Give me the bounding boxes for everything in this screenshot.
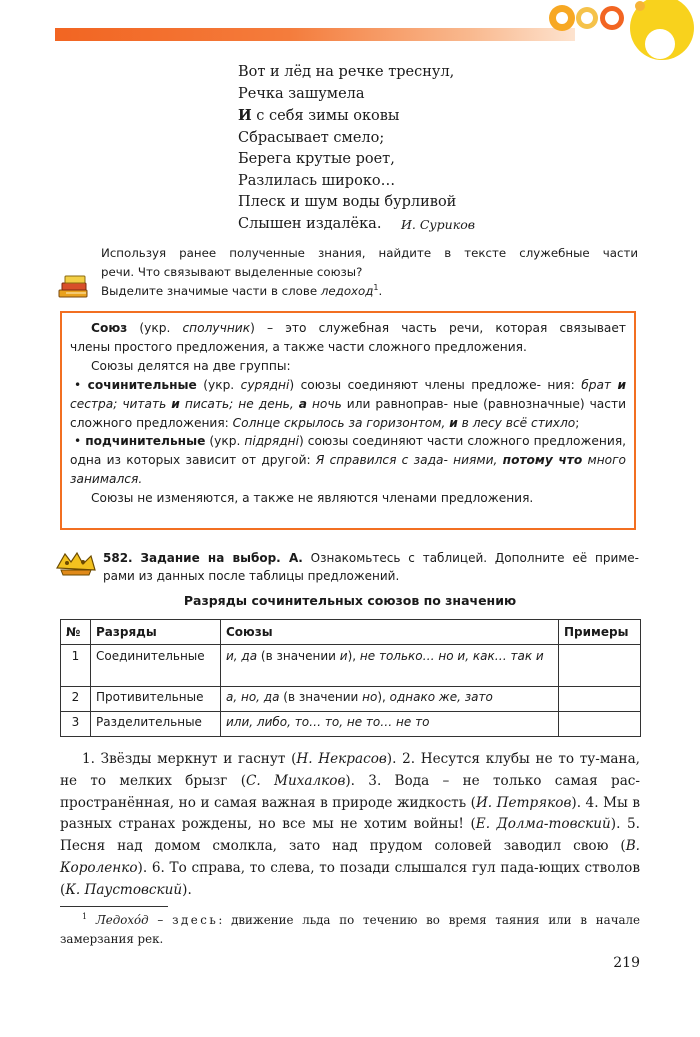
rule-box (60, 311, 636, 530)
task-582-line: 582. Задание на выбор. А. Ознакомьтесь с таблицей. Дополните её приме- (103, 551, 640, 565)
row-conjunctions: и, да (в значении и), не только… но и, как… так и (221, 645, 559, 687)
page-number: 219 (613, 955, 640, 971)
row-category: Разделительные (91, 712, 221, 737)
poem-author: И. Суриков (401, 217, 475, 232)
task-line: Выделите значимые части в слове ледоход$^1$. (101, 283, 383, 298)
rule-definition-cont: члены простого предложения, а также части сложного предложения. (70, 339, 527, 354)
footnote (60, 911, 640, 949)
table-row (61, 712, 641, 737)
row-number: 3 (61, 712, 91, 737)
poem-line: Берега крутые роет, (238, 151, 395, 167)
row-category: Противительные (91, 687, 221, 712)
poem-line: Вот и лёд на речке треснул, (238, 64, 455, 80)
row-number: 1 (61, 645, 91, 687)
column-header: № (61, 620, 91, 645)
row-conjunctions: а, но, да (в значении но), однако же, зато (221, 687, 559, 712)
footnote-text: $^1$ Ледохóд – здесь: движение льда по течению во время таяния или в начале замерзания рек. (60, 912, 641, 946)
task-line: Используя ранее полученные знания, найдите в тексте служебные части (101, 246, 638, 260)
row-number: 2 (61, 687, 91, 712)
header-color-bar (55, 28, 575, 41)
rule-groups-intro: Союзы делятся на две группы: (91, 358, 291, 373)
conjunctions-table (60, 619, 641, 737)
rule-conclusion: Союзы не изменяются, а также не являются членами предложения. (91, 491, 534, 506)
poem (238, 62, 478, 235)
task-line: речи. Что связывают выделенные союзы? (101, 265, 363, 279)
poem-line: Слышен издалёка. (238, 215, 382, 232)
task-label: Задание на выбор. А. (140, 551, 303, 565)
poem-line: Речка зашумела (238, 85, 365, 102)
table-title: Разряды сочинительных союзов по значению (183, 593, 517, 608)
row-examples[interactable] (559, 687, 641, 712)
task-582-line: рами из данных после таблицы предложений. (103, 569, 400, 583)
rule-bullet-subordinating: • подчинительные (укр. підрядні) союзы соединяют части сложного предложения, одна из которых зависит от другой: Я справился с зада- ниями, потому что много занимался. (70, 434, 627, 487)
exercise-sentences (60, 749, 640, 902)
rule-bullet-coordinating: • сочинительные (укр. сурядні) союзы соединяют члены предложе- ния: брат и сестра; читать и писать; не день, а ночь или равноправ- ные (равнозначные) части сложного предложения: Солнце скрылось за горизонтом, и в лесу всё стихло; (70, 377, 627, 430)
column-header: Примеры (559, 620, 641, 645)
poem-line: Сбрасывает смело; (238, 129, 385, 146)
column-header: Союзы (221, 620, 559, 645)
poem-line: Плеск и шум воды бурливой (238, 194, 457, 210)
column-header: Разряды (91, 620, 221, 645)
task-number: 582. (103, 551, 133, 565)
table-header-row (61, 620, 641, 645)
exercise-paragraph: 1. Звёзды меркнут и гаснут (Н. Некрасов). 2. Несутся клубы не то ту-мана, не то мелких брызг (С. Михалков). 3. Вода – не только самая рас-пространённая, но и самая важная в природе жидкость (И. Петряков). 4. Мы в разных странах рождены, но все мы не хотим войны! (Е. Долма-товский). 5. Песня над домом смолкла, зато над прудом соловей заводил свою (В. Короленко). 6. То справа, то слева, то позади слышался гул пада-ющих стволов (К. Паустовский). (60, 751, 640, 898)
books-icon (56, 272, 92, 302)
table-row (61, 645, 641, 687)
highlighted-conjunction: И (238, 107, 252, 124)
footnote-divider (60, 906, 168, 907)
row-conjunctions: или, либо, то… то, не то… не то (221, 712, 559, 737)
footnote-ref[interactable]: 1 (373, 283, 379, 293)
row-category: Соединительные (91, 645, 221, 687)
row-examples[interactable] (559, 645, 641, 687)
row-examples[interactable] (559, 712, 641, 737)
decorative-circles-icon (540, 0, 700, 60)
poem-line: И с себя зимы оковы (238, 107, 400, 124)
table-row (61, 687, 641, 712)
rule-definition: Союз (укр. сполучник) – это служебная часть речи, которая связывает (91, 321, 626, 335)
task-choice-icon (55, 550, 97, 576)
poem-line: Разлилась широко… (238, 172, 396, 189)
task-582 (103, 549, 639, 585)
task-instructions (101, 244, 638, 301)
